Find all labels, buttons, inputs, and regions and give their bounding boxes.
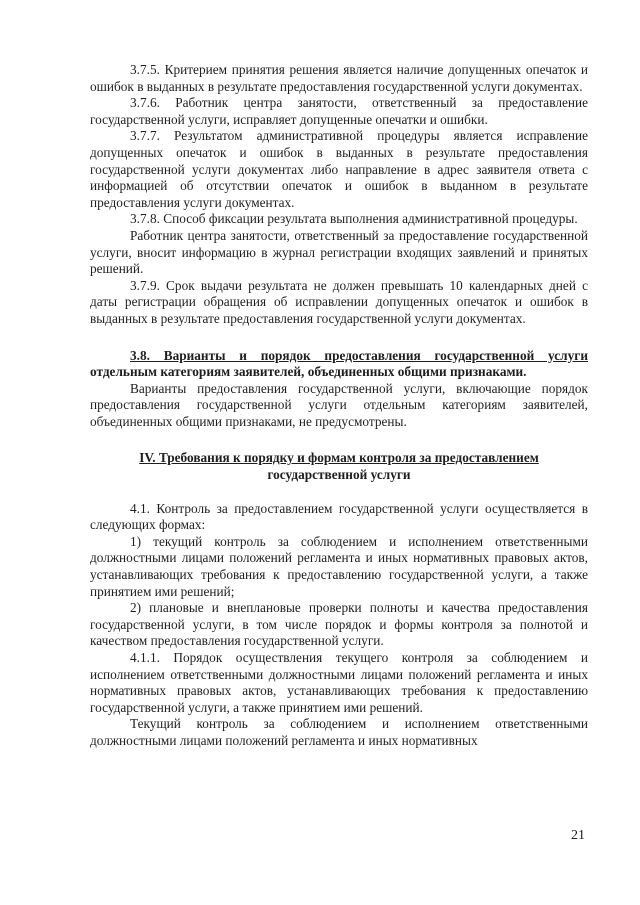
spacer (90, 328, 588, 348)
paragraph-4-1-1: 4.1.1. Порядок осуществления текущего контроля за соблюдением и исполнением ответственными должностными лицами положений регламента и иных нормативных правовых актов, устанавливающих требования к предоставлению государственной услуги, а также принятием ими решений. (90, 650, 588, 715)
paragraph-3-7-5: 3.7.5. Критерием принятия решения является наличие допущенных опечаток и ошибок в выданных в результате предоставления государственной услуги документах. (90, 62, 588, 94)
paragraph-3-7-7: 3.7.7. Результатом административной процедуры является исправление допущенных опечаток и ошибок в выданных в результате предоставления государственной услуги документах либо направление в адрес заявителя ответа с информацией об отсутствии опечаток и ошибок в выданном в результате предоставления услуги документах. (90, 128, 588, 210)
section-4-heading (90, 450, 588, 483)
paragraph-3-7-9: 3.7.9. Срок выдачи результата не должен превышать 10 календарных дней с даты регистрации обращения об исправлении допущенных опечаток и ошибок в выданных в результате предоставления государственной услуги документах. (90, 277, 588, 326)
spacer (90, 484, 588, 501)
section-4-heading-line2: государственной услуги (267, 467, 411, 483)
paragraph-3-7-8: 3.7.8. Способ фиксации результата выполнения административной процедуры. (130, 211, 578, 227)
paragraph-current-control: Текущий контроль за соблюдением и исполнением ответственными должностными лицами положений регламента и иных нормативных (90, 716, 588, 748)
paragraph-3-7-6: 3.7.6. Работник центра занятости, ответственный за предоставление государственной услуги, исправляет допущенные опечатки и ошибки. (90, 95, 588, 127)
spacer (90, 430, 588, 450)
section-3-8-heading-lead: 3.8. Варианты и порядок предоставления государственной услуги (130, 347, 588, 363)
section-3-8-heading (90, 348, 588, 381)
section-3-8-heading-rest: отдельным категориям заявителей, объединенных общими признаками. (90, 364, 527, 380)
page-number: 21 (571, 828, 585, 843)
section-4-heading-line1: IV. Требования к порядку и формам контроля за предоставлением (139, 450, 539, 466)
paragraph-4-1: 4.1. Контроль за предоставлением государственной услуги осуществляется в следующих формах: (90, 500, 588, 533)
paragraph-3-7-8-detail: Работник центра занятости, ответственный за предоставление государственной услуги, вносит информацию в журнал регистрации входящих заявлений и принятых решений. (90, 227, 588, 277)
paragraph-4-1-item-2: 2) плановые и внеплановые проверки полноты и качества предоставления государственной услуги, в том числе порядок и формы контроля за полнотой и качеством предоставления государственной услуги. (90, 600, 588, 649)
paragraph-4-1-item-1: 1) текущий контроль за соблюдением и исполнением ответственными должностными лицами положений регламента и иных нормативных правовых актов, устанавливающих требования к предоставлению государственной услуги, а также принятием ими решений; (90, 533, 588, 599)
section-3-8-paragraph: Варианты предоставления государственной услуги, включающие порядок предоставления государственной услуги отдельным категориям заявителей, объединенных общими признаками, не предусмотрены. (90, 380, 588, 429)
